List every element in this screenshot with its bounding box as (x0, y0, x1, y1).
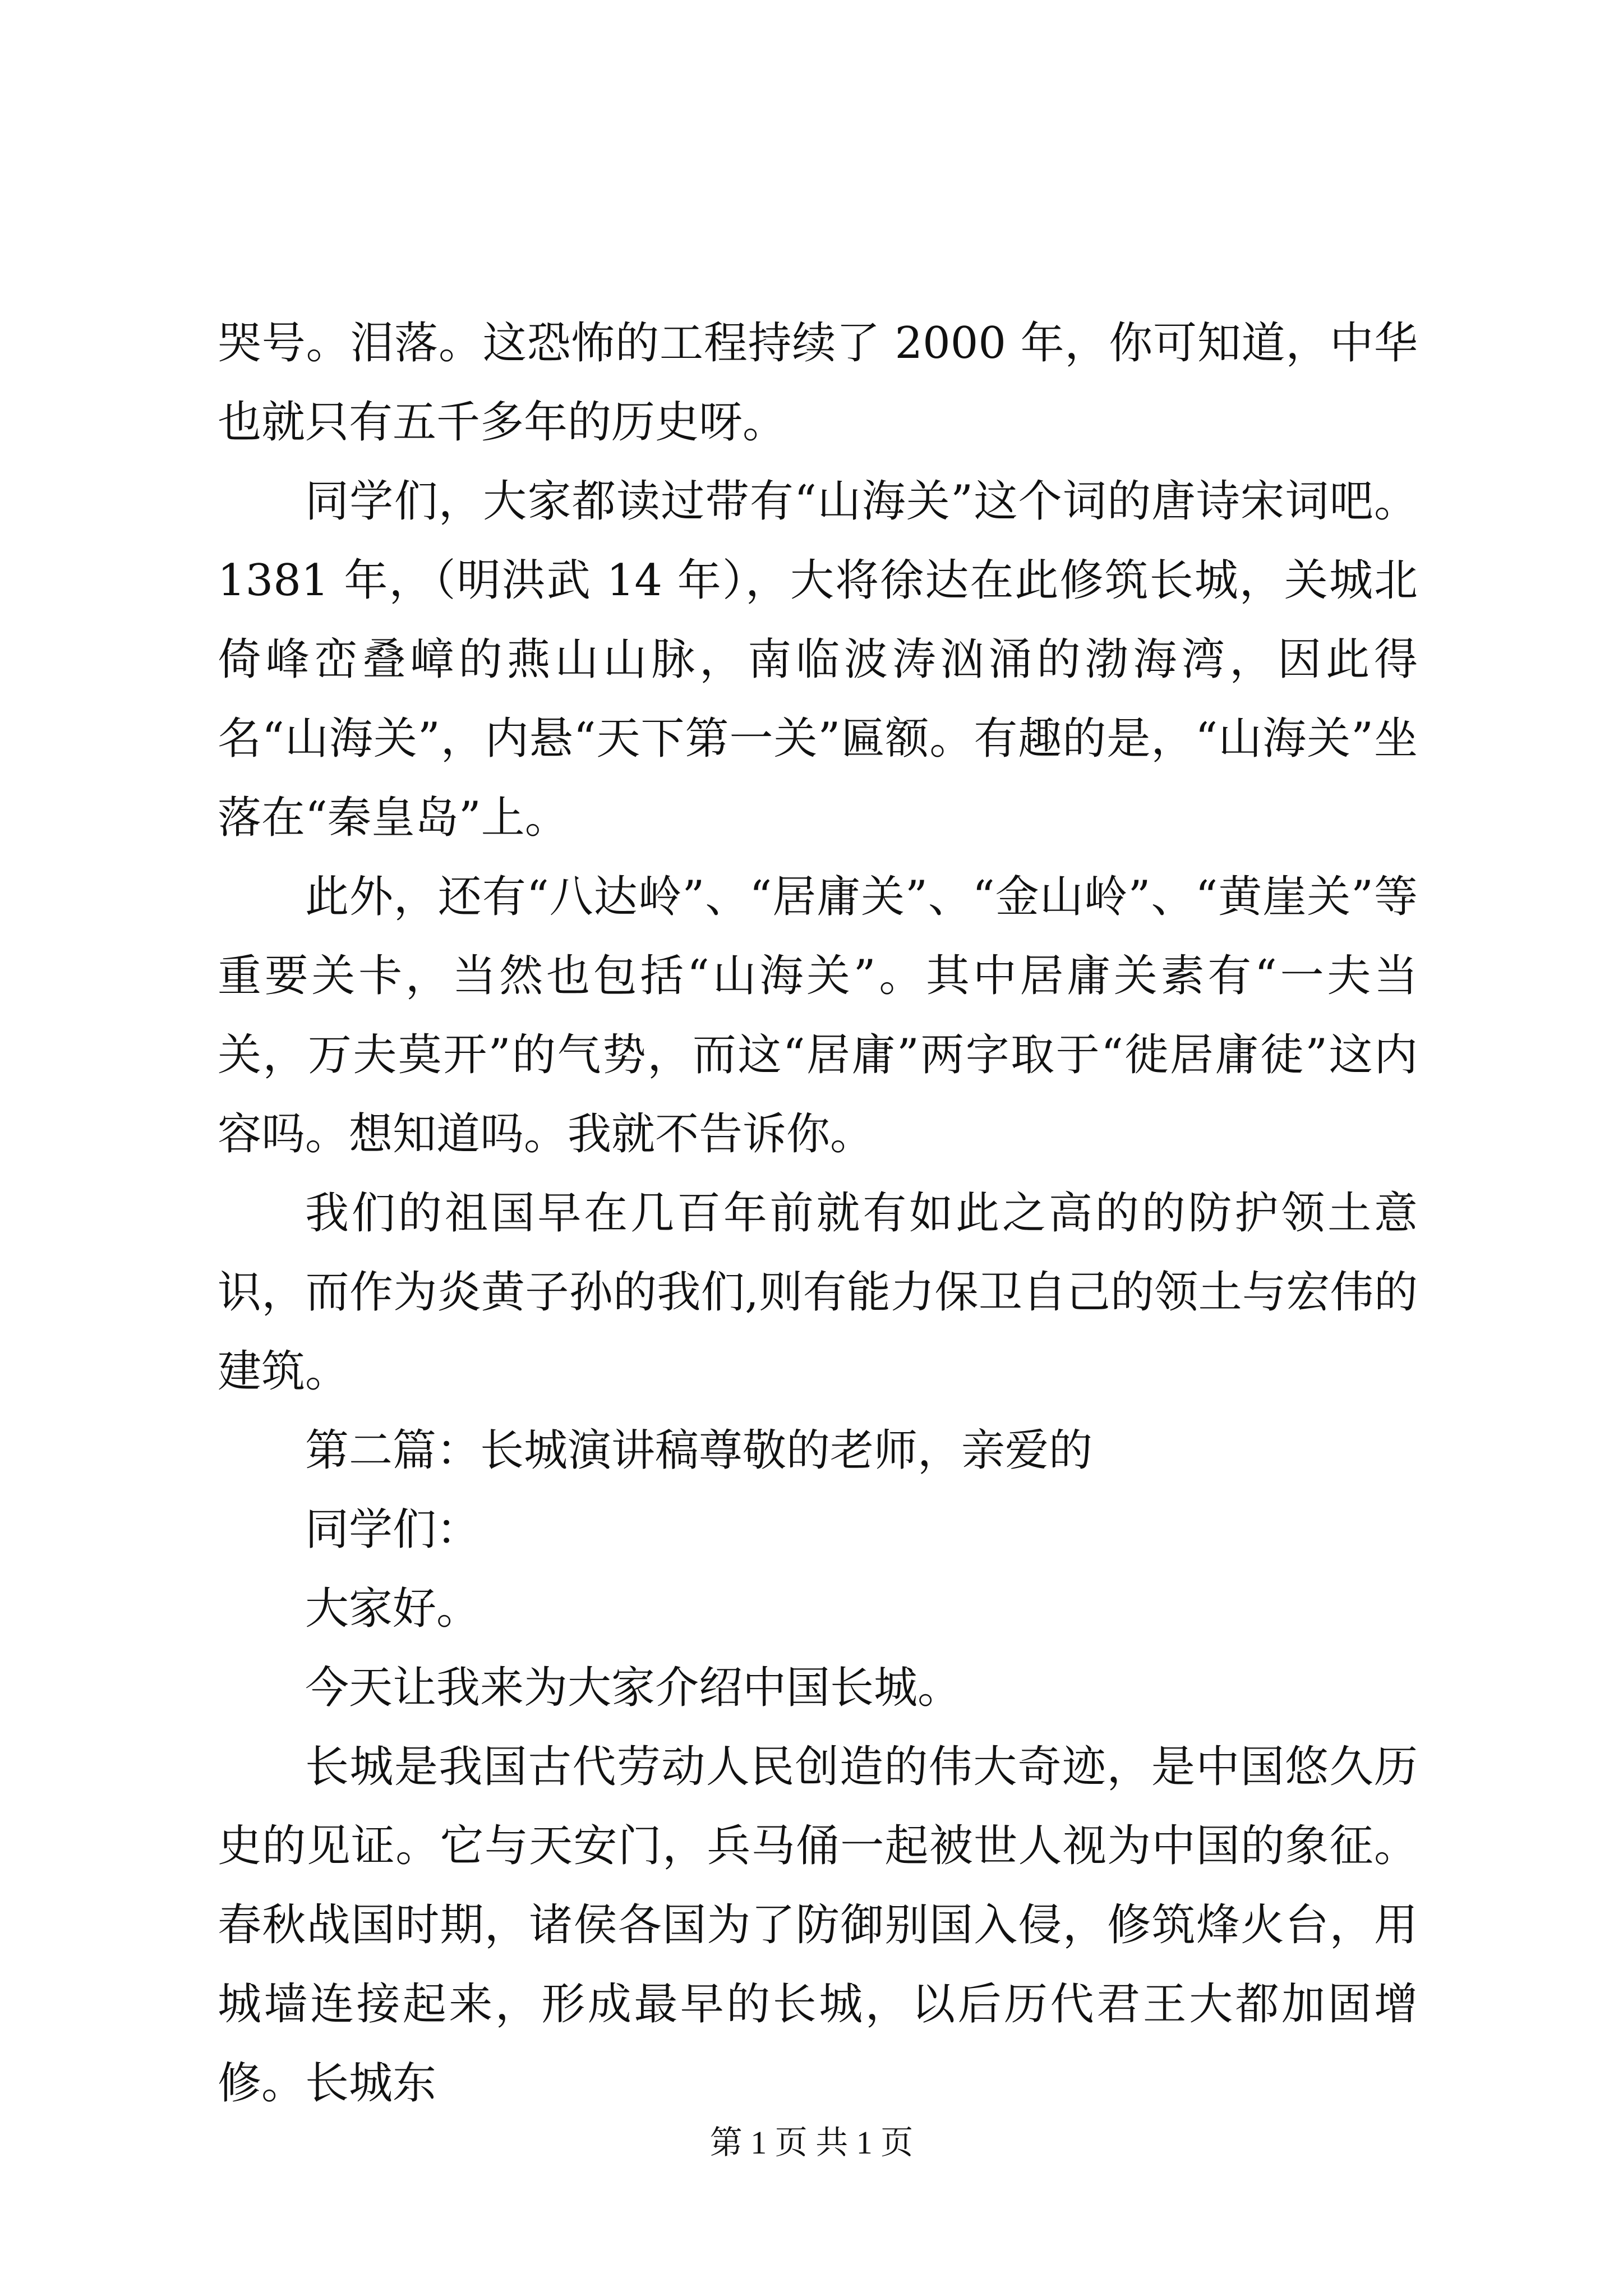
page-footer: 第 1 页 共 1 页 (709, 2124, 914, 2161)
paragraph-4: 我们的祖国早在几百年前就有如此之高的的防护领土意识，而作为炎黄子孙的我们,则有能力保卫自己的领土与宏伟的建筑。 (218, 1188, 1418, 1397)
section-heading: 第二篇：长城演讲稿尊敬的老师，亲爱的 (305, 1425, 1093, 1476)
paragraph-great-wall: 长城是我国古代劳动人民创造的伟大奇迹，是中国悠久历史的见证。它与天安门，兵马俑一起被世人视为中国的象征。春秋战国时期，诸侯各国为了防御别国入侵，修筑烽火台，用城墙连接起来，形成最早的长城，以后历代君王大都加固增修。长城东 (218, 1742, 1418, 2109)
paragraph-1: 哭号。泪落。这恐怖的工程持续了 2000 年，你可知道，中华也就只有五千多年的历史呀。 (218, 318, 1418, 448)
paragraph-3: 此外，还有“八达岭”、“居庸关”、“金山岭”、“黄崖关”等重要关卡，当然也包括“山海关”。其中居庸关素有“一夫当关，万夫莫开”的气势，而这“居庸”两字取于“徙居庸徒”这内容吗。想知道吗。我就不告诉你。 (218, 872, 1418, 1159)
paragraph-intro: 今天让我来为大家介绍中国长城。 (305, 1663, 962, 1713)
salutation: 同学们： (305, 1504, 481, 1555)
document-body (218, 304, 1418, 2123)
greeting: 大家好。 (305, 1584, 481, 1634)
paragraph-2: 同学们，大家都读过带有“山海关”这个词的唐诗宋词吧。1381 年，（明洪武 14 年），大将徐达在此修筑长城，关城北倚峰峦叠嶂的燕山山脉，南临波涛汹涌的渤海湾，因此得名“山海关”，内悬“天下第一关”匾额。有趣的是，“山海关”坐落在“秦皇岛”上。 (218, 476, 1418, 843)
